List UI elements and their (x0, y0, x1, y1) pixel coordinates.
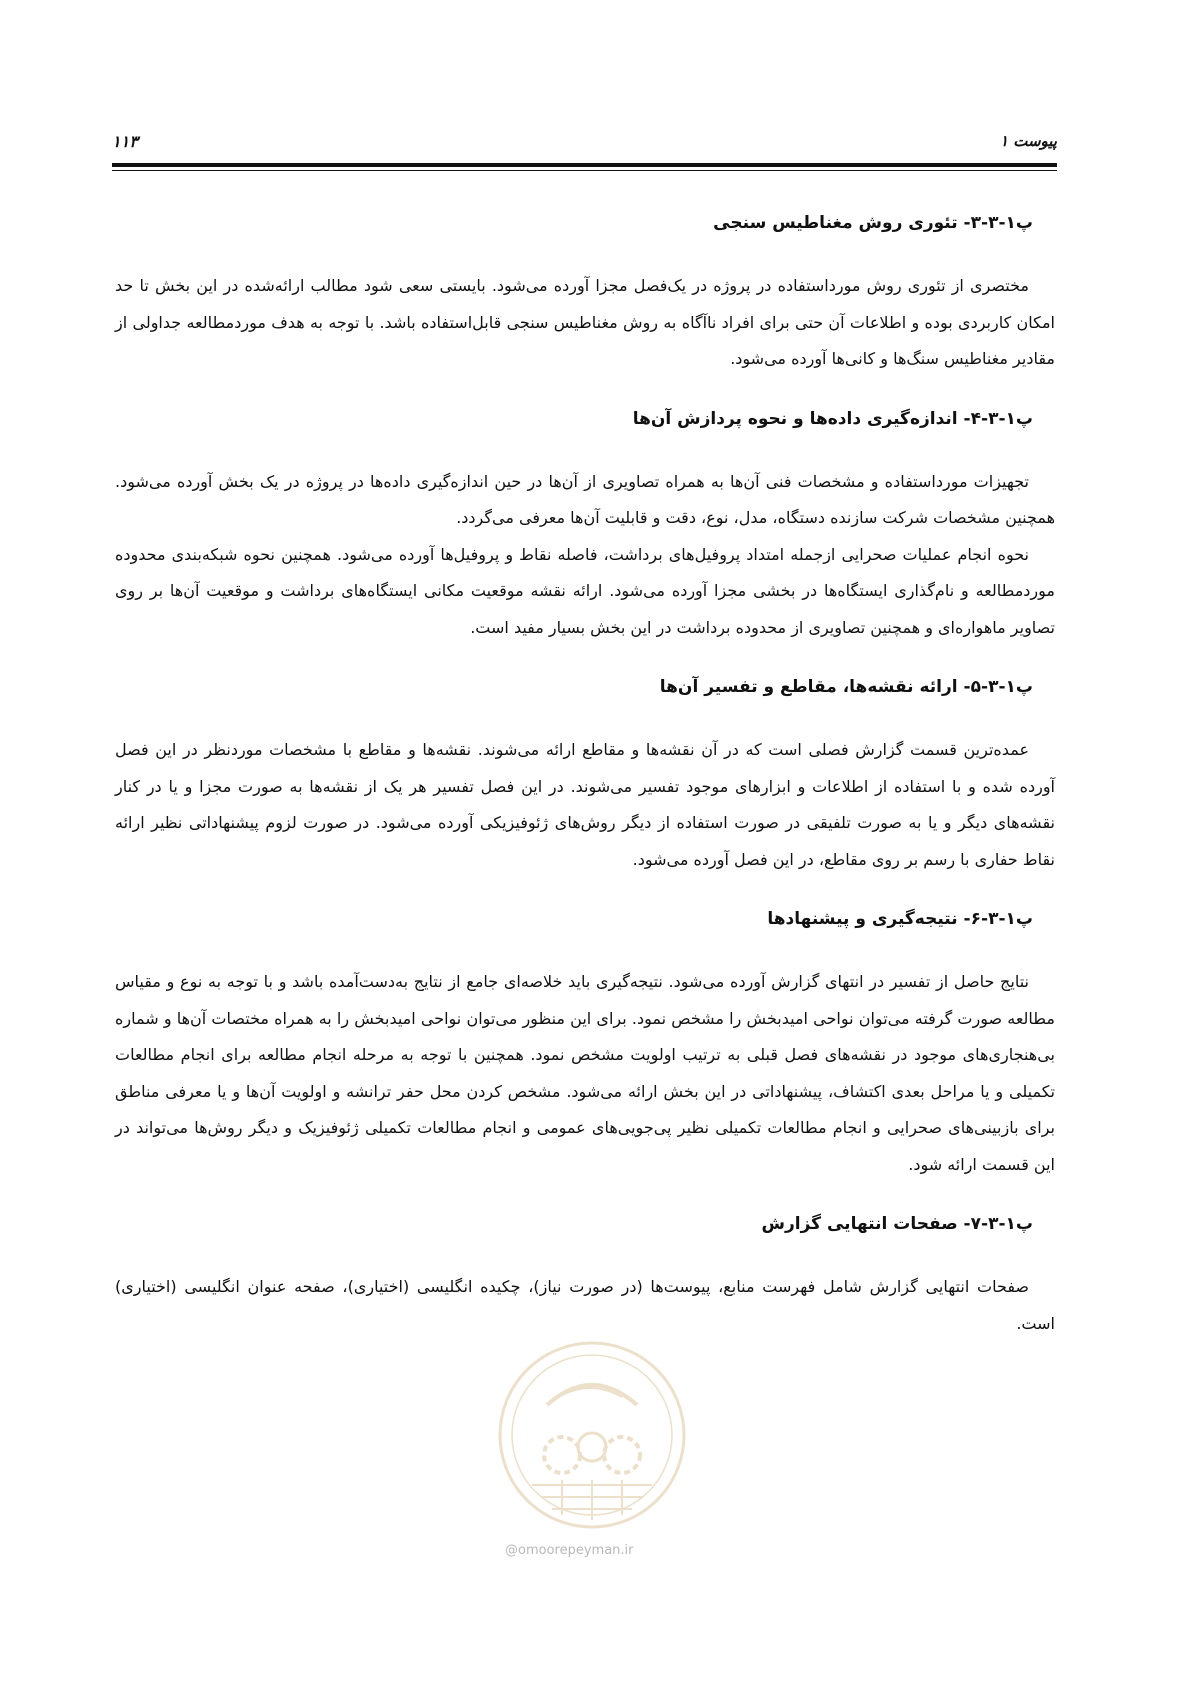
section-conclusion (115, 904, 1055, 1183)
page-number: ۱۱۳ (112, 132, 138, 151)
paragraph: تجهیزات مورداستفاده و مشخصات فنی آن‌ها به همراه تصاویری از آن‌ها در حین اندازه‌گیری داده‌ها در پروژه در یک بخش آورده می‌شود. همچنین مشخصات شرکت سازنده دستگاه، مدل، نوع، دقت و قابلیت آن‌ها معرفی می‌گردد. (115, 471, 1055, 527)
paragraph: عمده‌ترین قسمت گزارش فصلی است که در آن نقشه‌ها و مقاطع ارائه می‌شوند. نقشه‌ها و مقاطع با مشخصات موردنظر در این فصل آورده شده و با استفاده از اطلاعات و ابزارهای موجود تفسیر می‌شوند. در این فصل تفسیر هر یک از نقشه‌ها به صورت مجزا و یا در کنار نقشه‌های دیگر و یا به صورت تلفیقی در صورت استفاده از دیگر روش‌های ژئوفیزیکی آورده می‌شود. در صورت لزوم پیشنهاداتی نظیر ارائه نقاط حفاری با رسم بر روی مقاطع، در این فصل آورده می‌شود. (115, 740, 1055, 869)
section-body (115, 464, 1055, 647)
paragraph: نحوه انجام عملیات صحرایی ازجمله امتداد پروفیل‌های برداشت، فاصله نقاط و پروفیل‌ها آورده می‌شود. همچنین نحوه شبکه‌بندی محدوده موردمطالعه و نام‌گذاری ایستگاه‌ها در بخشی مجزا آورده می‌شود. ارائه نقشه موقعیت مکانی ایستگاه‌های برداشت و موقعیت آن‌ها بر روی تصاویر ماهواره‌ای و همچنین تصاویری از محدوده برداشت در این بخش بسیار مفید است. (115, 544, 1055, 637)
section-body (115, 964, 1055, 1183)
section-heading: پ۱-۳-۴- اندازه‌گیری داده‌ها و نحوه پردازش آن‌ها (632, 408, 1033, 429)
watermark-logo (492, 1335, 692, 1535)
section-heading: پ۱-۳-۳- تئوری روش مغناطیس سنجی (713, 213, 1033, 233)
section-heading: پ۱-۳-۶- نتیجه‌گیری و پیشنهادها (767, 909, 1033, 929)
section-label: پیوست ۱ (999, 132, 1057, 150)
section-maps (115, 672, 1055, 878)
paragraph: مختصری از تئوری روش مورداستفاده در پروژه در یک‌فصل مجزا آورده می‌شود. بایستی سعی شود مطالب ارائه‌شده در این بخش تا حد امکان کاربردی بوده و اطلاعات آن حتی برای افراد ناآگاه به روش مغناطیس سنجی قابل‌استفاده باشد. با توجه به هدف موردمطالعه جداولی از مقادیر مغناطیس سنگ‌ها و کانی‌ها آورده می‌شود. (115, 276, 1055, 368)
section-body (115, 268, 1055, 378)
header-rule-thick (112, 163, 1057, 167)
section-heading: پ۱-۳-۵- ارائه نقشه‌ها، مقاطع و تفسیر آن‌ها (659, 677, 1033, 697)
document-body (115, 208, 1055, 1342)
section-body (115, 1269, 1055, 1342)
section-heading: پ۱-۳-۷- صفحات انتهایی گزارش (761, 1214, 1033, 1234)
header-rule-thin (112, 170, 1057, 171)
section-body (115, 732, 1055, 878)
section-measurement (115, 404, 1055, 647)
watermark-url: @omoorepeyman.ir (505, 1543, 634, 1558)
page-header (112, 128, 1057, 160)
section-theory (115, 208, 1055, 378)
section-final-pages (115, 1209, 1055, 1342)
paragraph: نتایج حاصل از تفسیر در انتهای گزارش آورده می‌شود. نتیجه‌گیری باید خلاصه‌ای جامع از نتایج به‌دست‌آمده باشد و با توجه به نوع و مقیاس مطالعه صورت گرفته می‌توان نواحی امیدبخش را مشخص نمود. برای این منظور می‌توان نواحی امیدبخش را به همراه مختصات آن‌ها و شماره بی‌هنجاری‌های موجود در نقشه‌های فصل قبلی به ترتیب اولویت مشخص نمود. همچنین با توجه به مرحله انجام مطالعه برای انجام مطالعات تکمیلی و یا مراحل بعدی اکتشاف، پیشنهاداتی در این بخش ارائه می‌شود. مشخص کردن محل حفر ترانشه و اولویت آن‌ها و یا معرفی مناطق برای بازبینی‌های صحرایی و انجام مطالعات تکمیلی نظیر پی‌جویی‌های عمومی و انجام مطالعات تکمیلی ژئوفیزیک و دیگر روش‌ها می‌تواند در این قسمت ارائه شود. (115, 972, 1055, 1174)
paragraph: صفحات انتهایی گزارش شامل فهرست منابع، پیوست‌ها (در صورت نیاز)، چکیده انگلیسی (اختیاری)، صفحه عنوان انگلیسی (اختیاری) است. (115, 1277, 1055, 1333)
